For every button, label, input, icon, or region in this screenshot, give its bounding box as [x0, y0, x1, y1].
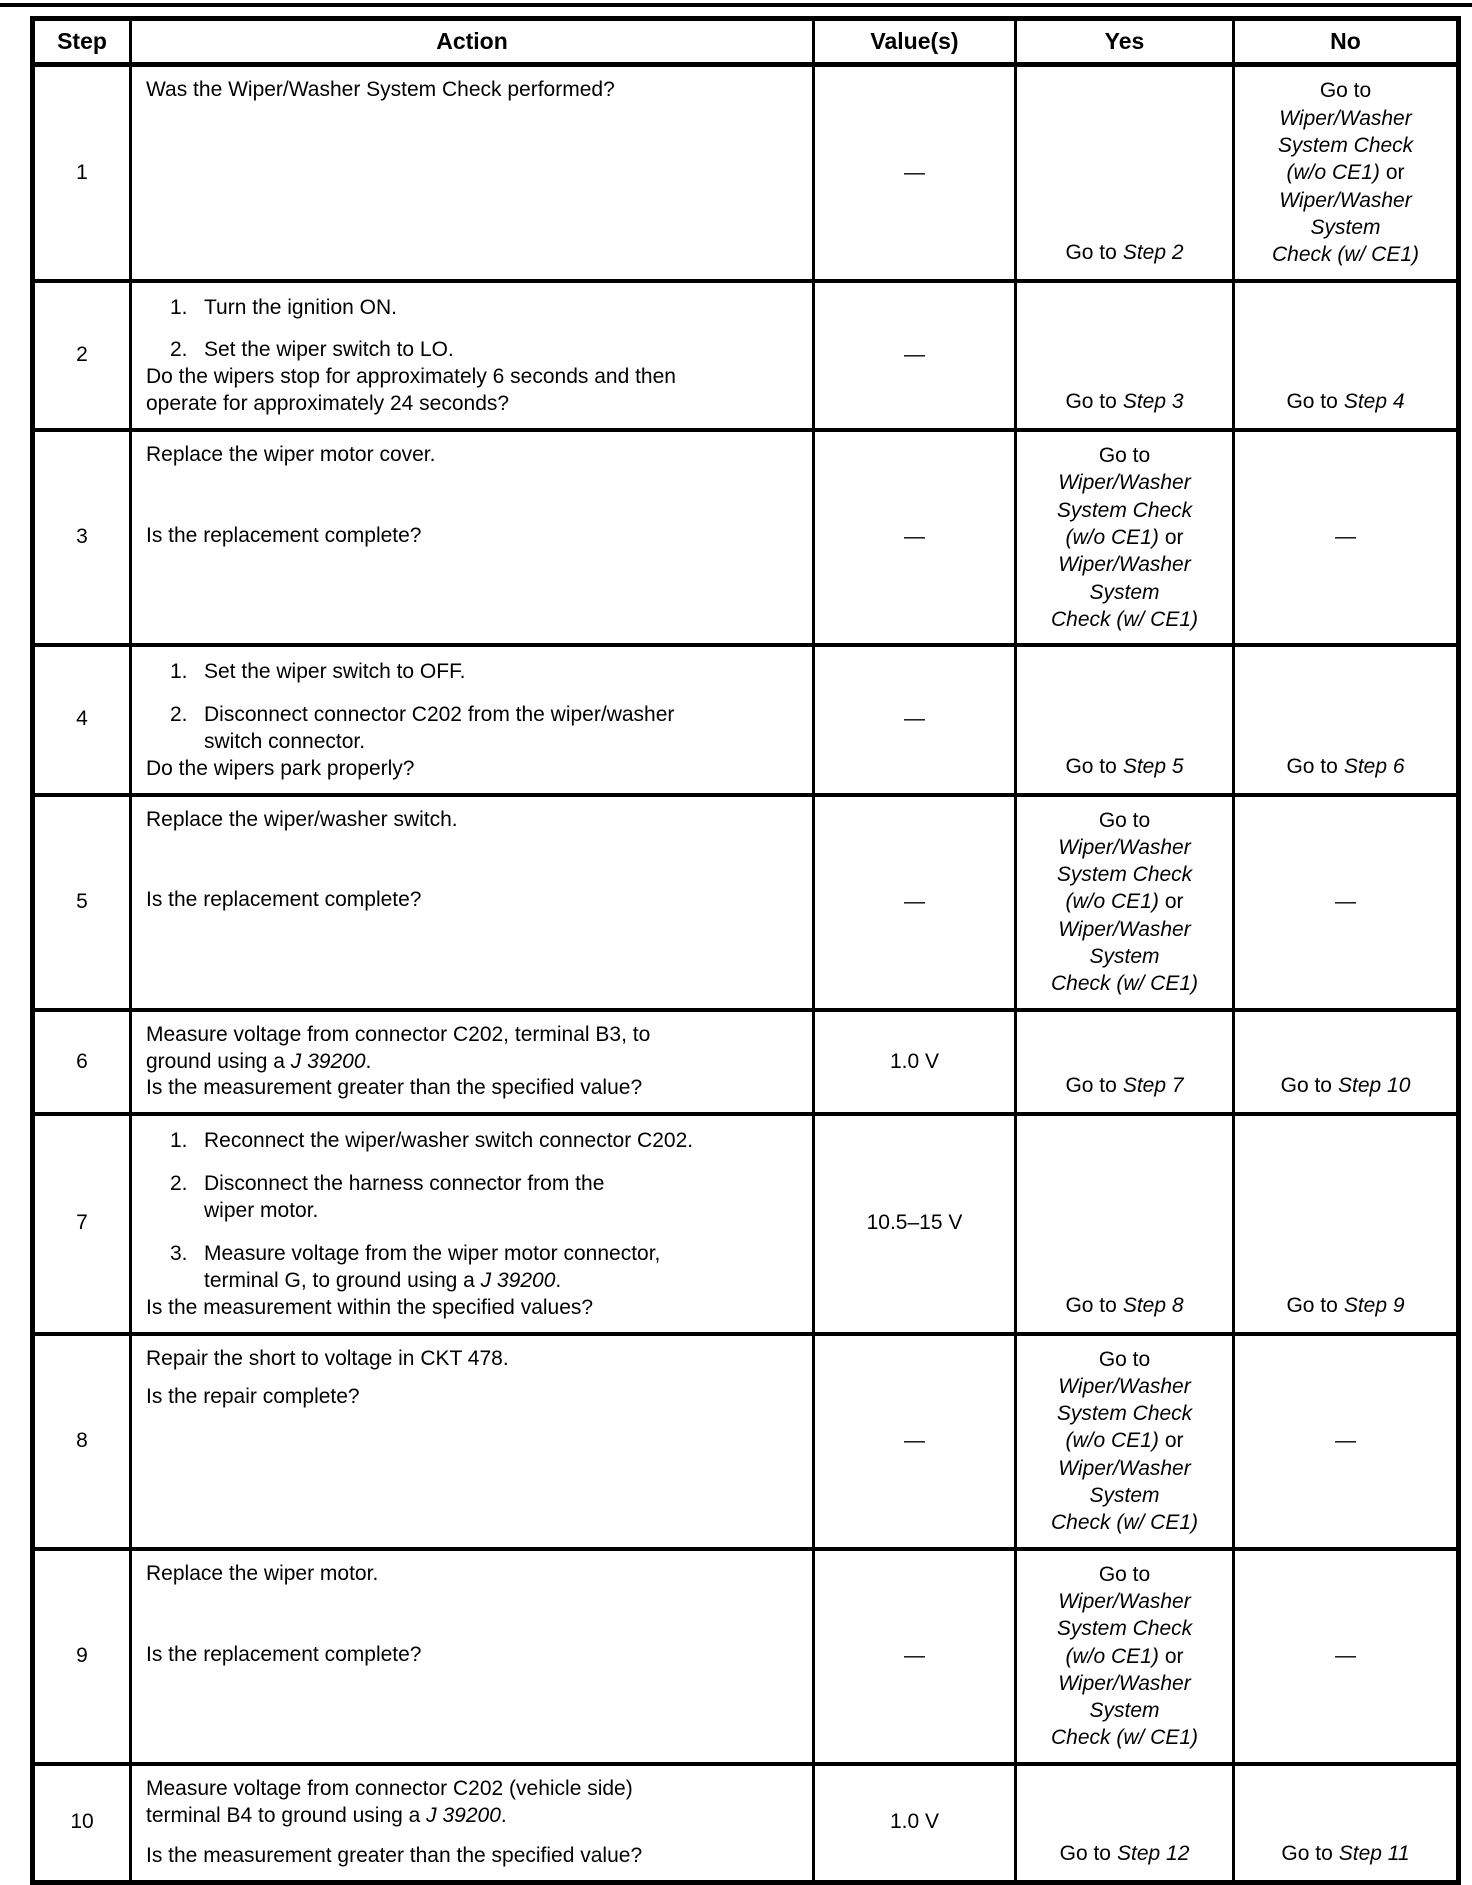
check-ref-line: (w/o CE1): [1065, 1429, 1159, 1453]
no-cell: [1235, 283, 1456, 429]
action-question: Was the Wiper/Washer System Check performed?: [146, 78, 615, 102]
check-ref-line: Wiper/Washer: [1058, 917, 1191, 941]
header-action: Action: [132, 21, 815, 62]
action-question: Do the wipers park properly?: [146, 756, 415, 780]
action-list-item: [170, 1241, 798, 1295]
action-cell: [132, 1551, 815, 1762]
table-row: [35, 1336, 1456, 1551]
check-ref-line: Wiper/Washer: [1058, 1456, 1191, 1480]
check-or-label: or: [1164, 890, 1184, 914]
check-ref-line: Wiper/Washer: [1058, 553, 1191, 577]
check-ref-line: System: [1089, 580, 1160, 604]
goto-label: Go to: [1059, 1841, 1111, 1865]
diagnostic-table: [30, 16, 1461, 1885]
item-number: 1.: [170, 295, 188, 319]
goto-system-check: [1051, 442, 1198, 633]
action-cell: [132, 797, 815, 1008]
check-ref-line: System Check: [1056, 1402, 1193, 1426]
goto-step-link: [1286, 754, 1404, 781]
check-ref-line: Check (w/ CE1): [1050, 1511, 1199, 1535]
item-number: 2.: [170, 338, 188, 362]
header-no: No: [1330, 28, 1361, 54]
value-cell: —: [815, 283, 1017, 429]
yes-cell: [1017, 283, 1235, 429]
action-question: Is the repair complete?: [146, 1385, 360, 1409]
item-text: Reconnect the wiper/washer switch connector C202.: [204, 1129, 694, 1153]
goto-step-link: [1065, 1293, 1183, 1320]
step-ref: Step 10: [1337, 1074, 1411, 1098]
step-ref: Step 11: [1338, 1841, 1410, 1865]
step-ref: Step 6: [1343, 754, 1405, 778]
check-ref-line: System Check: [1056, 1617, 1193, 1641]
check-ref-line: Check (w/ CE1): [1050, 607, 1199, 631]
table-row: [35, 1012, 1456, 1117]
table-row: [35, 432, 1456, 647]
step-number: 3: [35, 432, 132, 643]
action-text: Replace the wiper/washer switch.: [146, 807, 458, 831]
step-number: 6: [35, 1012, 132, 1113]
action-list-item: [170, 337, 798, 364]
check-ref-line: System: [1089, 1699, 1160, 1723]
goto-label: Go to: [1281, 1841, 1333, 1865]
value-cell: —: [815, 647, 1017, 793]
action-question: Is the replacement complete?: [146, 1642, 422, 1666]
yes-cell: [1017, 1116, 1235, 1331]
action-text: Measure voltage from connector C202, terminal B3, to ground using a J 39200.: [146, 1022, 651, 1073]
table-row: [35, 1551, 1456, 1766]
step-number: 10: [35, 1766, 132, 1880]
goto-step-link: [1281, 1841, 1409, 1868]
table-row: [35, 647, 1456, 797]
check-ref-line: (w/o CE1): [1065, 525, 1159, 549]
no-cell: [1235, 1012, 1456, 1113]
action-cell: [132, 647, 815, 793]
check-ref-line: System: [1089, 1484, 1160, 1508]
step-ref: Step 4: [1343, 390, 1405, 414]
check-ref-line: Wiper/Washer: [1058, 1374, 1191, 1398]
item-text: Set the wiper switch to OFF.: [204, 660, 466, 684]
table-row: [35, 283, 1456, 433]
item-text: Turn the ignition ON.: [204, 295, 397, 319]
action-text: Measure voltage from connector C202 (vehicle side) terminal B4 to ground using a J 39200.: [146, 1776, 633, 1827]
goto-step-link: [1065, 240, 1183, 267]
no-cell: [1235, 67, 1456, 278]
goto-step-link: [1281, 1073, 1411, 1100]
action-question: Is the measurement greater than the specified value?: [146, 1076, 643, 1100]
action-text: Replace the wiper motor cover.: [146, 443, 436, 467]
check-ref-line: System Check: [1056, 498, 1193, 522]
action-cell: [132, 1116, 815, 1331]
action-list-item: [170, 659, 798, 686]
item-number: 3.: [170, 1241, 188, 1265]
step-number: 7: [35, 1116, 132, 1331]
goto-step-link: [1060, 1841, 1190, 1868]
no-cell: —: [1335, 1428, 1356, 1452]
no-cell: —: [1335, 1643, 1356, 1667]
action-list: [146, 293, 798, 365]
value-cell: —: [815, 432, 1017, 643]
item-number: 1.: [170, 660, 188, 684]
no-cell: [1235, 1766, 1456, 1880]
tool-ref: J 39200: [290, 1049, 366, 1073]
goto-step-link: [1286, 1293, 1404, 1320]
goto-system-check: [1272, 77, 1419, 268]
step-number: 9: [35, 1551, 132, 1762]
step-ref: Step 7: [1122, 1074, 1184, 1098]
value-cell: —: [815, 1551, 1017, 1762]
action-list-item: [170, 295, 798, 322]
action-question: Is the measurement within the specified values?: [146, 1295, 594, 1319]
yes-cell: [1017, 1551, 1235, 1762]
check-ref-line: Wiper/Washer: [1058, 1671, 1191, 1695]
step-ref: Step 12: [1116, 1841, 1190, 1865]
scan-artifact-line: [0, 3, 1472, 7]
check-ref-line: System: [1310, 215, 1381, 239]
action-question: Is the measurement greater than the specified value?: [146, 1843, 643, 1867]
goto-system-check: [1051, 1561, 1198, 1752]
no-cell: —: [1335, 889, 1356, 913]
yes-cell: [1017, 647, 1235, 793]
step-number: 1: [35, 67, 132, 278]
goto-label: Go to: [1065, 240, 1117, 264]
check-or-label: or: [1164, 1644, 1184, 1668]
item-text: Measure voltage from the wiper motor connector, terminal G, to ground using a J 39200.: [204, 1241, 661, 1292]
yes-cell: [1017, 432, 1235, 643]
check-goto-label: Go to: [1098, 1562, 1151, 1586]
goto-label: Go to: [1065, 754, 1117, 778]
check-ref-line: Wiper/Washer: [1058, 471, 1191, 495]
no-cell: [1235, 647, 1456, 793]
tool-ref: J 39200: [426, 1803, 501, 1827]
check-ref-line: Wiper/Washer: [1058, 1589, 1191, 1613]
value-cell: 10.5–15 V: [815, 1116, 1017, 1331]
action-list: [146, 1126, 798, 1294]
tool-ref: J 39200: [480, 1268, 556, 1292]
goto-label: Go to: [1286, 390, 1338, 414]
action-question: Is the replacement complete?: [146, 523, 422, 547]
goto-system-check: [1051, 807, 1198, 998]
action-cell: [132, 1766, 815, 1880]
check-ref-line: (w/o CE1): [1065, 1644, 1159, 1668]
step-number: 5: [35, 797, 132, 1008]
action-cell: [132, 1012, 815, 1113]
header-values: Value(s): [815, 21, 1017, 62]
step-ref: Step 9: [1343, 1293, 1405, 1317]
check-goto-label: Go to: [1098, 808, 1151, 832]
check-ref-line: Check (w/ CE1): [1050, 972, 1199, 996]
goto-system-check: [1051, 1346, 1198, 1537]
item-number: 1.: [170, 1129, 188, 1153]
goto-step-link: [1286, 389, 1404, 416]
check-ref-line: Wiper/Washer: [1058, 835, 1191, 859]
table-row: [35, 67, 1456, 282]
step-ref: Step 5: [1122, 754, 1184, 778]
action-cell: [132, 283, 815, 429]
step-ref: Step 2: [1122, 240, 1184, 264]
goto-label: Go to: [1065, 1293, 1117, 1317]
action-list-item: [170, 702, 798, 756]
action-cell: [132, 67, 815, 278]
goto-label: Go to: [1065, 1074, 1117, 1098]
yes-cell: [1017, 1766, 1235, 1880]
step-number: 8: [35, 1336, 132, 1547]
action-cell: [132, 432, 815, 643]
yes-cell: [1017, 1336, 1235, 1547]
check-ref-line: Check (w/ CE1): [1050, 1726, 1199, 1750]
value-cell: 1.0 V: [815, 1012, 1017, 1113]
step-number: 4: [35, 647, 132, 793]
action-list: [146, 657, 798, 756]
value-cell: —: [815, 797, 1017, 1008]
check-goto-label: Go to: [1098, 444, 1151, 468]
step-number: 2: [35, 283, 132, 429]
value-cell: —: [815, 67, 1017, 278]
action-text: Repair the short to voltage in CKT 478.: [146, 1346, 509, 1370]
header-step: Step: [35, 21, 132, 62]
action-list-item: [170, 1128, 798, 1155]
check-or-label: or: [1385, 161, 1405, 185]
goto-label: Go to: [1286, 754, 1338, 778]
action-cell: [132, 1336, 815, 1547]
item-text: Set the wiper switch to LO.: [204, 338, 454, 362]
header-yes: Yes: [1017, 21, 1235, 62]
item-text: Disconnect the harness connector from the wiper motor.: [204, 1172, 605, 1223]
item-text: Disconnect connector C202 from the wiper/washer switch connector.: [204, 702, 675, 753]
yes-cell: [1017, 797, 1235, 1008]
check-ref-line: (w/o CE1): [1286, 161, 1380, 185]
no-cell: —: [1335, 525, 1356, 549]
yes-cell: [1017, 67, 1235, 278]
check-ref-line: (w/o CE1): [1065, 890, 1159, 914]
check-ref-line: System Check: [1056, 863, 1193, 887]
action-text: Replace the wiper motor.: [146, 1561, 379, 1585]
item-number: 2.: [170, 1172, 188, 1196]
goto-step-link: [1065, 389, 1183, 416]
goto-label: Go to: [1286, 1293, 1338, 1317]
check-goto-label: Go to: [1319, 79, 1372, 103]
value-cell: 1.0 V: [815, 1766, 1017, 1880]
action-question: Do the wipers stop for approximately 6 seconds and then operate for approximately 24 seconds?: [146, 365, 676, 416]
check-ref-line: Wiper/Washer: [1279, 106, 1412, 130]
goto-label: Go to: [1280, 1074, 1332, 1098]
table-row: [35, 1766, 1456, 1880]
goto-label: Go to: [1065, 390, 1117, 414]
action-question: Is the replacement complete?: [146, 888, 422, 912]
goto-step-link: [1065, 754, 1183, 781]
check-ref-line: Check (w/ CE1): [1271, 243, 1420, 267]
goto-step-link: [1065, 1073, 1183, 1100]
table-header-row: [35, 21, 1456, 67]
check-or-label: or: [1164, 1429, 1184, 1453]
check-ref-line: System Check: [1277, 134, 1414, 158]
check-or-label: or: [1164, 525, 1184, 549]
step-ref: Step 8: [1122, 1293, 1184, 1317]
item-number: 2.: [170, 702, 188, 726]
check-goto-label: Go to: [1098, 1347, 1151, 1371]
step-ref: Step 3: [1122, 390, 1184, 414]
check-ref-line: Wiper/Washer: [1279, 188, 1412, 212]
value-cell: —: [815, 1336, 1017, 1547]
table-row: [35, 1116, 1456, 1335]
no-cell: [1235, 1116, 1456, 1331]
table-row: [35, 797, 1456, 1012]
check-ref-line: System: [1089, 945, 1160, 969]
yes-cell: [1017, 1012, 1235, 1113]
action-list-item: [170, 1171, 798, 1225]
